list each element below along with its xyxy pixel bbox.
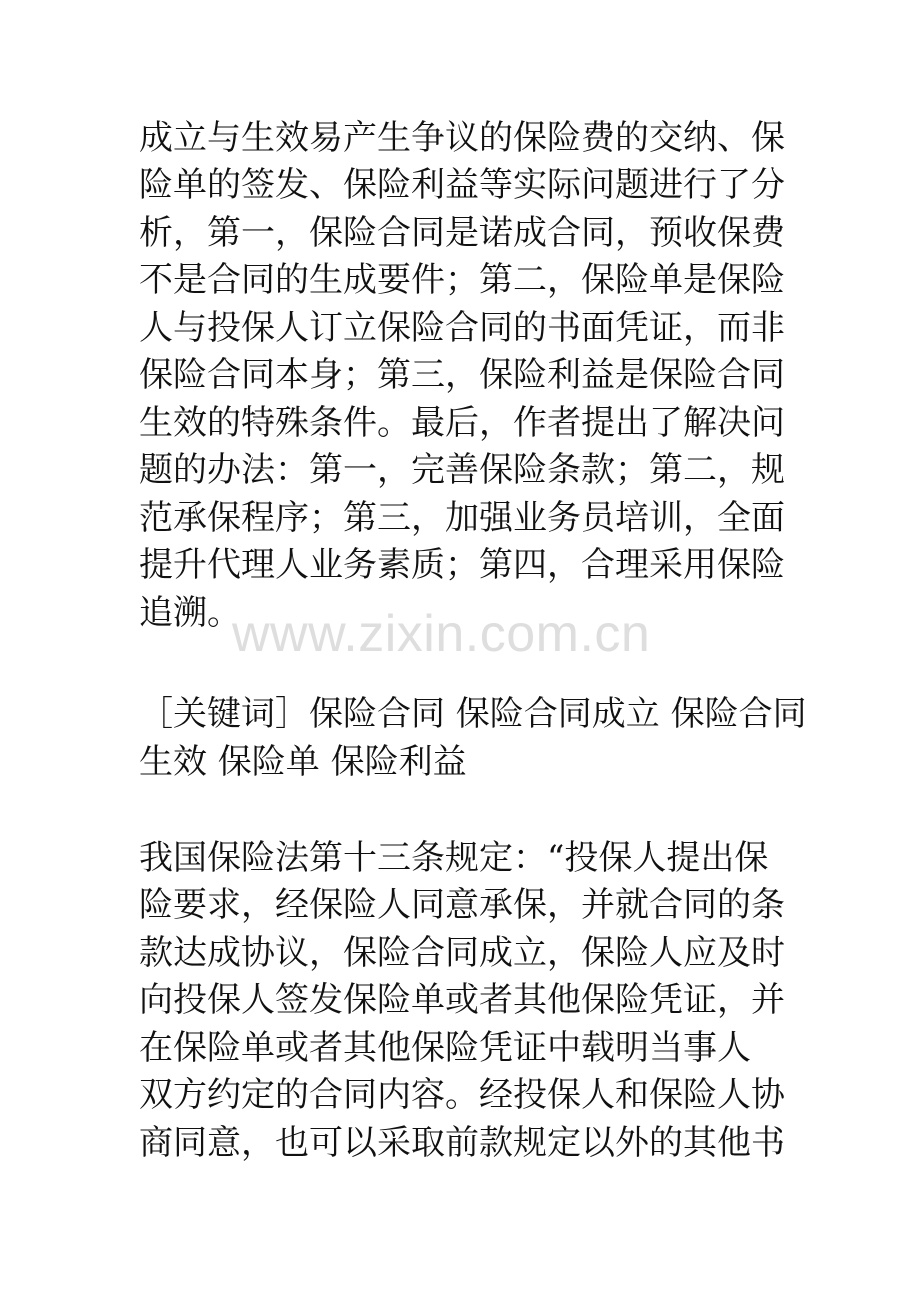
keywords-line: ［关键词］保险合同 保险合同成立 保险合同 bbox=[139, 694, 807, 734]
paragraph1-line: 险单的签发、保险利益等实际问题进行了分 bbox=[139, 165, 785, 205]
paragraph1-line: 人与投保人订立保险合同的书面凭证，而非 bbox=[139, 308, 785, 348]
paragraph2-line: 在保险单或者其他保险凭证中载明当事人 bbox=[139, 1028, 751, 1068]
paragraph2-line: 险要求，经保险人同意承保，并就合同的条 bbox=[139, 885, 785, 925]
paragraph1-line: 成立与生效易产生争议的保险费的交纳、保 bbox=[139, 118, 785, 158]
paragraph1-line: 生效的特殊条件。最后，作者提出了解决问 bbox=[139, 403, 785, 443]
paragraph1-line: 保险合同本身；第三，保险利益是保险合同 bbox=[139, 355, 785, 395]
paragraph1-line: 范承保程序；第三，加强业务员培训，全面 bbox=[139, 498, 785, 538]
paragraph1-line: 追溯。 bbox=[139, 593, 241, 633]
paragraph1-line: 不是合同的生成要件；第二，保险单是保险 bbox=[139, 260, 785, 300]
paragraph2-line: 向投保人签发保险单或者其他保险凭证，并 bbox=[139, 980, 785, 1020]
paragraph2-line: 我国保险法第十三条规定：“投保人提出保 bbox=[139, 838, 769, 878]
paragraph1-line: 提升代理人业务素质；第四，合理采用保险 bbox=[139, 545, 785, 585]
paragraph1-line: 题的办法：第一，完善保险条款；第二，规 bbox=[139, 450, 785, 490]
paragraph1-line: 析，第一，保险合同是诺成合同，预收保费 bbox=[139, 213, 785, 253]
paragraph2-line: 双方约定的合同内容。经投保人和保险人协 bbox=[139, 1075, 785, 1115]
watermark-text: www.zixin.com.cn bbox=[232, 605, 651, 663]
paragraph2-line: 款达成协议，保险合同成立，保险人应及时 bbox=[139, 933, 785, 973]
keywords-line: 生效 保险单 保险利益 bbox=[139, 742, 467, 782]
paragraph2-line: 商同意，也可以采取前款规定以外的其他书 bbox=[139, 1123, 785, 1163]
